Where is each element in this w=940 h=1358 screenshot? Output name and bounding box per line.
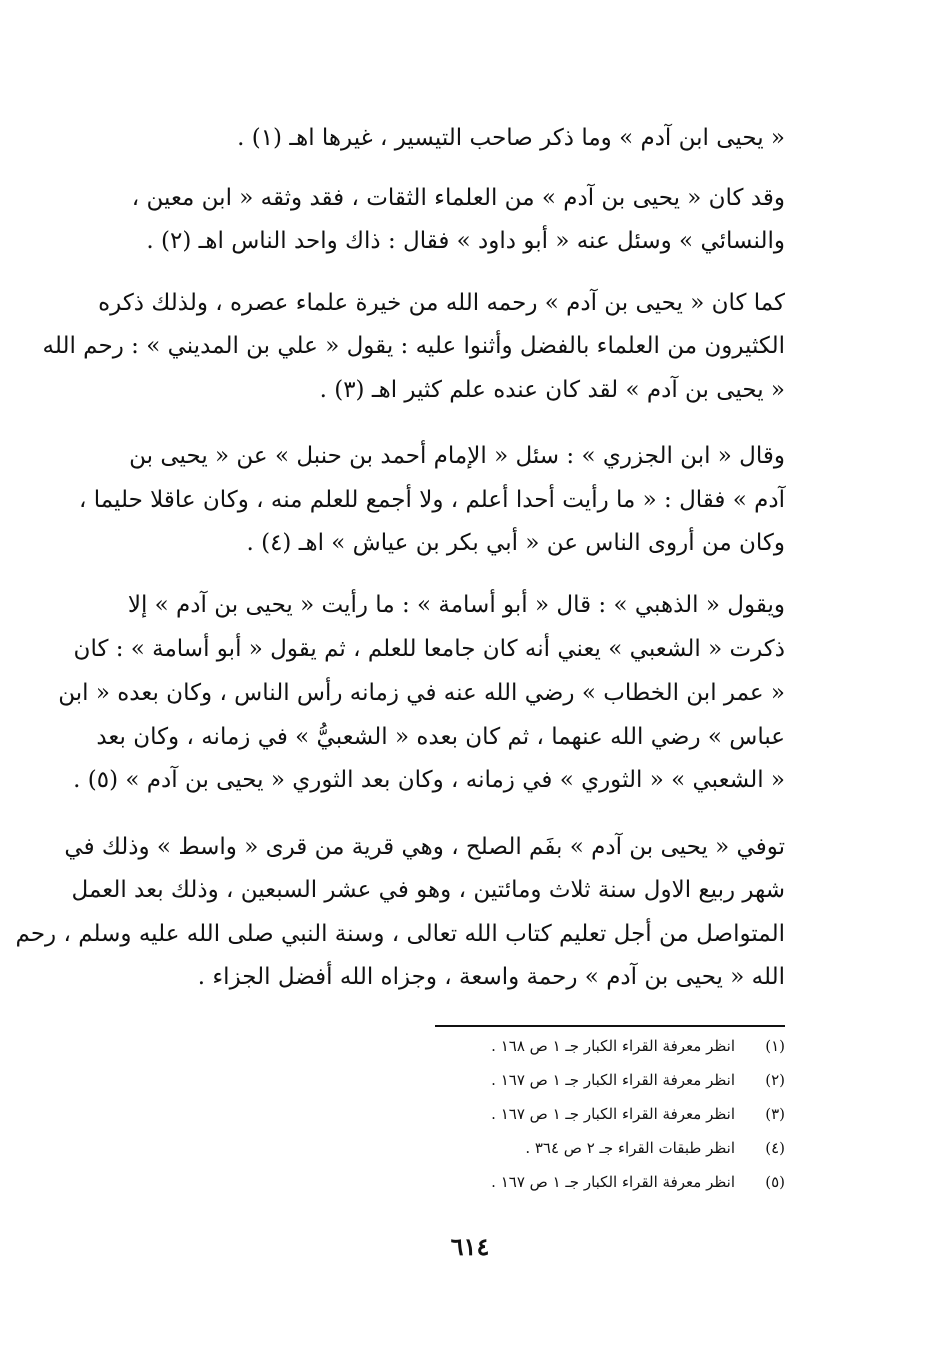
text-line: الكثيرون من العلماء بالفضل وأثنوا عليه : يقول « علي بن المديني » : رحم الله bbox=[42, 333, 785, 359]
footnote-number: (١) bbox=[765, 1037, 785, 1055]
footnote bbox=[435, 1131, 785, 1165]
footnote-number: (٣) bbox=[765, 1105, 785, 1123]
text-line: كما كان « يحيى بن آدم » رحمه الله من خيرة علماء عصره ، ولذلك ذكره bbox=[98, 290, 785, 316]
text-line: والنسائي » وسئل عنه « أبو داود » فقال : ذاك واحد الناس اهـ (٢) . bbox=[146, 228, 785, 254]
footnote bbox=[435, 1063, 785, 1097]
text-line: « يحيى بن آدم » لقد كان عنده علم كثير اهـ (٣) . bbox=[319, 377, 785, 403]
page-number: ٦١٤ bbox=[450, 1232, 490, 1261]
footnote bbox=[435, 1165, 785, 1199]
text-line: ويقول « الذهبي » : قال « أبو أسامة » : ما رأيت « يحيى بن آدم » إلا bbox=[127, 592, 785, 618]
footnote-number: (٤) bbox=[765, 1139, 785, 1157]
text-line: ذكرت « الشعبي » يعني أنه كان جامعا للعلم ، ثم يقول « أبو أسامة » : كان bbox=[73, 636, 785, 662]
footnote-text: انظر معرفة القراء الكبار جـ ١ ص ١٦٨ . bbox=[491, 1037, 735, 1055]
text-line: الله « يحيى بن آدم » رحمة واسعة ، وجزاه الله أفضل الجزاء . bbox=[197, 964, 785, 990]
footnotes bbox=[435, 1025, 785, 1199]
text-line: وكان من أروى الناس عن « أبي بكر بن عياش » اهـ (٤) . bbox=[246, 530, 785, 556]
footnote-number: (٥) bbox=[765, 1173, 785, 1191]
text-line: « عمر ابن الخطاب » رضي الله عنه في زمانه رأس الناس ، وكان بعده « ابن bbox=[58, 680, 785, 706]
footnote bbox=[435, 1097, 785, 1131]
footnote-text: انظر معرفة القراء الكبار جـ ١ ص ١٦٧ . bbox=[491, 1105, 735, 1123]
footnote-text: انظر طبقات القراء جـ ٢ ص ٣٦٤ . bbox=[525, 1139, 735, 1157]
footnote-rule bbox=[435, 1025, 785, 1027]
text-line: « الشعبي » « الثوري » في زمانه ، وكان بعد الثوري « يحيى بن آدم » (٥) . bbox=[73, 767, 785, 793]
footnote-text: انظر معرفة القراء الكبار جـ ١ ص ١٦٧ . bbox=[491, 1173, 735, 1191]
text-line: شهر ربيع الاول سنة ثلاث ومائتين ، وهو في عشر السبعين ، وذلك بعد العمل bbox=[71, 877, 785, 903]
text-line: عباس » رضي الله عنهما ، ثم كان بعده « الشعبيُّ » في زمانه ، وكان بعد bbox=[96, 724, 785, 750]
footnote bbox=[435, 1029, 785, 1063]
text-line: وقال « ابن الجزري » : سئل « الإمام أحمد بن حنبل » عن « يحيى بن bbox=[129, 443, 785, 469]
text-line: آدم » فقال : « ما رأيت أحدا أعلم ، ولا أجمع للعلم منه ، وكان عاقلا حليما ، bbox=[79, 487, 785, 513]
text-line: وقد كان « يحيى بن آدم » من العلماء الثقات ، فقد وثقه « ابن معين ، bbox=[131, 185, 785, 211]
text-line: توفي « يحيى بن آدم » بفَم الصلح ، وهي قرية من قرى « واسط » وذلك في bbox=[64, 834, 785, 860]
footnote-number: (٢) bbox=[765, 1071, 785, 1089]
text-line: « يحيى ابن آدم » وما ذكر صاحب التيسير ، غيرها اهـ (١) . bbox=[237, 125, 785, 151]
footnote-text: انظر معرفة القراء الكبار جـ ١ ص ١٦٧ . bbox=[491, 1071, 735, 1089]
text-line: المتواصل من أجل تعليم كتاب الله تعالى ، وسنة النبي صلى الله عليه وسلم ، رحم bbox=[15, 921, 785, 947]
